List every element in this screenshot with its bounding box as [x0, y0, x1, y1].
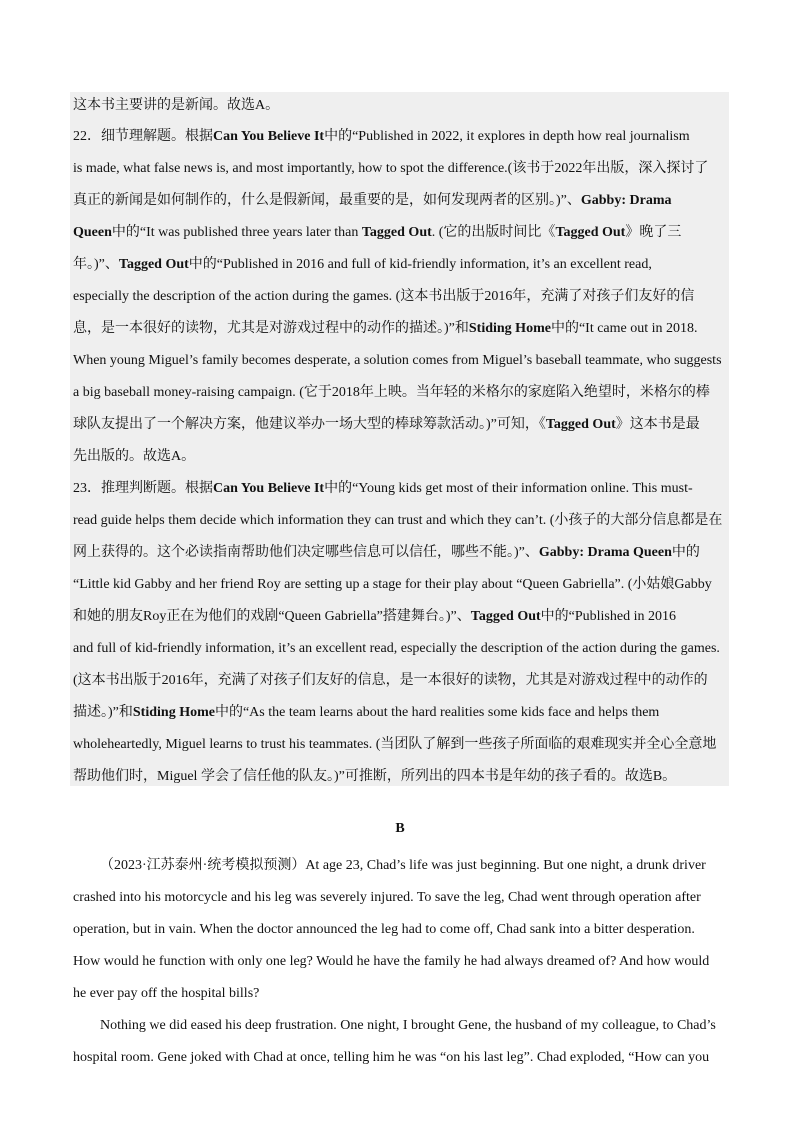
answer-line: is made, what false news is, and most importantly, how to spot the difference.(该书于2022年出版，深入探讨了 — [73, 161, 709, 176]
answer-line: 网上获得的。这个必读指南帮助他们决定哪些信息可以信任，哪些不能。)”、Gabby: Drama Queen中的 — [73, 545, 700, 560]
answer-line: 帮助他们时，Miguel 学会了信任他的队友。)”可推断，所列出的四本书是年幼的孩子看的。故选B。 — [73, 769, 677, 784]
passage-line: How would he function with only one leg? Would he have the family he had always dreamed of? And how would — [73, 954, 710, 969]
answer-line: especially the description of the action during the games. (这本书出版于2016年，充满了对孩子们友好的信 — [73, 289, 695, 304]
answer-line: “Little kid Gabby and her friend Roy are setting up a stage for their play about “Queen Gabriella”. (小姑娘Gabby — [73, 577, 712, 592]
answer-line: 先出版的。故选A。 — [73, 449, 196, 464]
passage-line: he ever pay off the hospital bills? — [73, 986, 260, 1001]
answer-line: 和她的朋友Roy正在为他们的戏剧“Queen Gabriella”搭建舞台。)”、Tagged Out中的“Published in 2016 — [73, 609, 676, 624]
answer-line: (这本书出版于2016年，充满了对孩子们友好的信息，是一本很好的读物，尤其是对游戏过程中的动作的 — [73, 673, 708, 688]
answer-line: 息，是一本很好的读物，尤其是对游戏过程中的动作的描述。)”和Stiding Home中的“It came out in 2018. — [73, 321, 698, 336]
answer-line: 这本书主要讲的是新闻。故选A。 — [73, 98, 280, 113]
section-label: B — [395, 821, 405, 836]
answer-line: When young Miguel’s family becomes desperate, a solution comes from Miguel’s baseball teammate, who suggests — [73, 353, 722, 368]
passage-line: Nothing we did eased his deep frustration. One night, I brought Gene, the husband of my colleague, to Chad’s — [100, 1018, 716, 1033]
answer-line: Queen中的“It was published three years later than Tagged Out. (它的出版时间比《Tagged Out》晚了三 — [73, 225, 682, 240]
answer-line: 球队友提出了一个解决方案，他建议举办一场大型的棒球筹款活动。)”可知，《Tagged Out》这本书是最 — [73, 417, 700, 432]
answer-line: read guide helps them decide which information they can trust and which they can’t. (小孩子的大部分信息都是在 — [73, 513, 723, 528]
passage-line: （2023·江苏泰州·统考模拟预测）At age 23, Chad’s life was just beginning. But one night, a drunk driver — [100, 858, 706, 873]
answer-line: and full of kid-friendly information, it’s an excellent read, especially the description of the action during the games. — [73, 641, 720, 656]
answer-line: wholeheartedly, Miguel learns to trust his teammates. (当团队了解到一些孩子所面临的艰难现实并全心全意地 — [73, 737, 717, 752]
answer-line: 23．推理判断题。根据Can You Believe It中的“Young kids get most of their information online. This must- — [73, 481, 693, 496]
answer-line: 描述。)”和Stiding Home中的“As the team learns about the hard realities some kids face and helps them — [73, 705, 660, 720]
answer-line: 真正的新闻是如何制作的，什么是假新闻，最重要的是，如何发现两者的区别。)”、Gabby: Drama — [73, 193, 672, 208]
passage-line: hospital room. Gene joked with Chad at once, telling him he was “on his last leg”. Chad exploded, “How can you — [73, 1050, 710, 1065]
passage-line: crashed into his motorcycle and his leg was severely injured. To save the leg, Chad went through operation after — [73, 890, 701, 905]
answer-line: a big baseball money-raising campaign. (它于2018年上映。当年轻的米格尔的家庭陷入绝望时，米格尔的棒 — [73, 385, 710, 400]
answer-line: 22．细节理解题。根据Can You Believe It中的“Published in 2022, it explores in depth how real journalism — [73, 129, 690, 144]
answer-line: 年。)”、Tagged Out中的“Published in 2016 and full of kid-friendly information, it’s an excellent read, — [73, 257, 652, 272]
passage-line: operation, but in vain. When the doctor announced the leg had to come off, Chad sank into a bitter desperation. — [73, 922, 695, 937]
